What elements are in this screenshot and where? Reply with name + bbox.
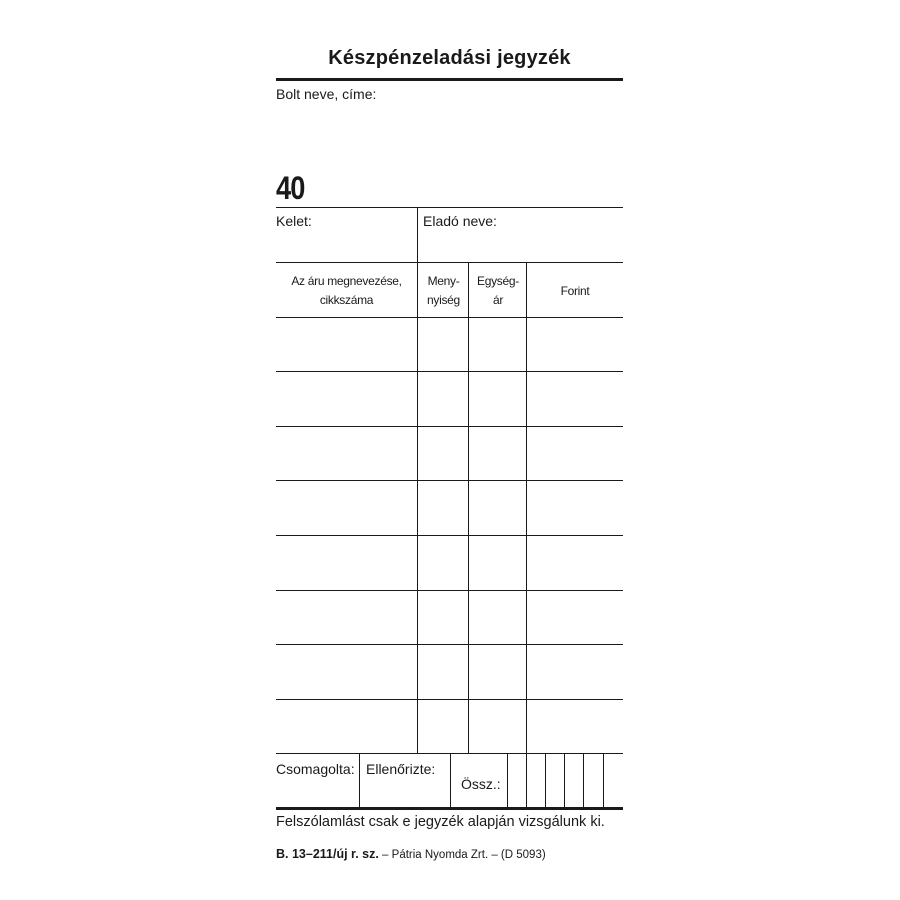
packed-checked-divider <box>359 753 360 808</box>
form-code: B. 13–211/új r. sz. <box>276 847 379 861</box>
total-label: Össz.: <box>461 776 501 792</box>
column-header-forint <box>527 282 623 301</box>
shop-name-label: Bolt neve, címe: <box>276 86 377 102</box>
column-header-unit-price-line1: Egység- <box>477 274 519 288</box>
amount-digit-divider <box>545 753 546 808</box>
table-row-line <box>276 480 623 481</box>
column-header-item-line2: cikkszáma <box>319 293 374 307</box>
form-bottom-line <box>276 807 623 810</box>
amount-digit-divider <box>526 753 527 808</box>
amount-digit-divider <box>603 753 604 808</box>
column-header-quantity <box>418 272 469 310</box>
column-header-item <box>276 272 417 310</box>
table-top-line <box>276 262 623 263</box>
form-title: Készpénzeladási jegyzék <box>328 47 571 69</box>
seller-name-label: Eladó neve: <box>423 213 497 229</box>
table-row-line <box>276 426 623 427</box>
printer-name: – Pátria Nyomda Zrt. – (D 5093) <box>378 849 546 861</box>
column-divider-2 <box>468 262 469 754</box>
date-seller-divider <box>417 207 418 263</box>
amount-digit-divider <box>564 753 565 808</box>
table-row-line <box>276 371 623 372</box>
checked-by-label: Ellenőrizte: <box>366 761 436 777</box>
column-header-unit-price-line2: ár <box>492 293 504 307</box>
column-header-unit-price <box>469 272 527 310</box>
checked-total-divider <box>450 753 451 808</box>
table-row-line <box>276 590 623 591</box>
date-label: Kelet: <box>276 213 312 229</box>
table-row-line <box>276 699 623 700</box>
column-divider-3 <box>526 262 527 754</box>
table-row-line <box>276 644 623 645</box>
form-number: 40 <box>276 170 305 206</box>
amount-digit-divider <box>583 753 584 808</box>
complaint-note: Felszólamlást csak e jegyzék alapján vizsgálunk ki. <box>276 814 605 830</box>
table-row-line <box>276 535 623 536</box>
column-divider-1 <box>417 262 418 754</box>
title-underline <box>276 78 623 81</box>
header-divider <box>276 207 623 208</box>
printer-imprint <box>276 847 546 861</box>
column-header-item-line1: Az áru megnevezése, <box>291 274 402 288</box>
table-row-line <box>276 317 623 318</box>
column-header-forint-line1: Forint <box>560 284 590 298</box>
amount-digit-divider <box>507 753 508 808</box>
column-header-quantity-line2: nyiség <box>427 293 460 307</box>
packed-by-label: Csomagolta: <box>276 761 355 777</box>
column-header-quantity-line1: Meny- <box>427 274 460 288</box>
